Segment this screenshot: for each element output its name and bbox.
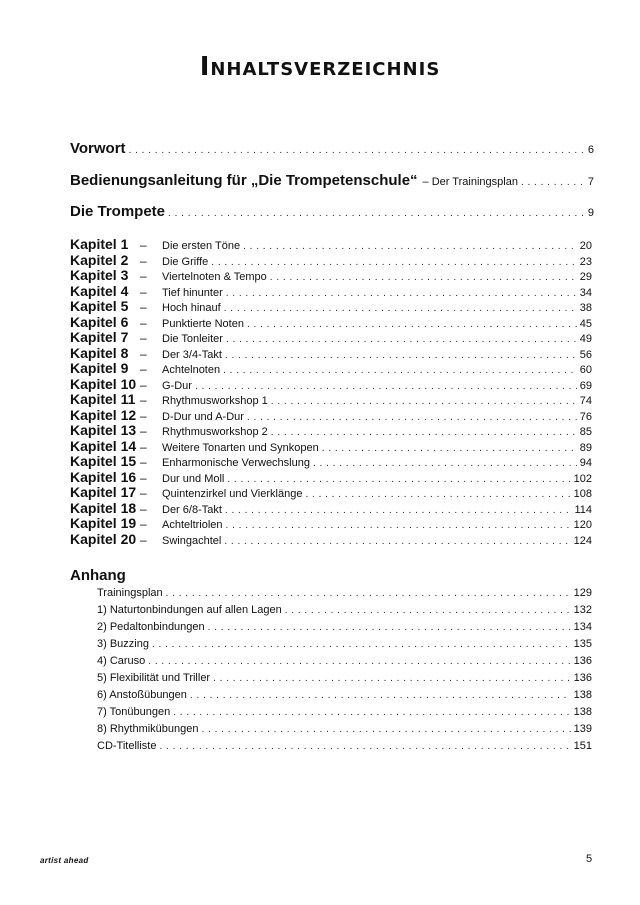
chapter-page: 34 <box>579 286 592 299</box>
entry-page: 7 <box>587 176 594 188</box>
chapter-row[interactable] <box>70 407 592 423</box>
appendix-title: 2) Pedaltonbindungen <box>97 621 205 633</box>
chapter-page: 56 <box>579 348 592 361</box>
chapter-title: Rhythmusworkshop 2 <box>162 426 268 438</box>
chapter-label: Kapitel 5 <box>70 298 129 314</box>
chapter-page: 38 <box>579 302 592 314</box>
chapter-page: 114 <box>574 503 592 516</box>
dot-leader <box>208 622 571 633</box>
appendix-item[interactable] <box>97 740 592 752</box>
dot-leader <box>190 690 571 701</box>
dot-leader <box>226 334 577 345</box>
chapter-dash: – <box>140 439 147 454</box>
dot-leader <box>224 303 577 314</box>
dot-leader <box>226 520 571 531</box>
chapter-label: Kapitel 16 <box>70 468 137 485</box>
chapter-label: Kapitel 19 <box>70 515 137 531</box>
chapter-row[interactable] <box>70 283 592 299</box>
chapter-title: Viertelnoten & Tempo <box>162 271 267 283</box>
chapter-title: Dur und Moll <box>162 472 225 485</box>
toc-entry-vorwort[interactable] <box>70 140 594 157</box>
appendix-title: 6) Anstoßübungen <box>97 689 187 701</box>
chapter-dash: – <box>140 284 147 299</box>
chapter-label: Kapitel 13 <box>70 422 137 438</box>
chapter-page: 60 <box>579 364 592 376</box>
appendix-item[interactable] <box>97 672 592 684</box>
chapter-title: Die Tonleiter <box>162 333 223 345</box>
chapter-row[interactable] <box>70 500 592 516</box>
chapter-label: Kapitel 20 <box>70 530 137 547</box>
chapter-row[interactable] <box>70 469 592 485</box>
entry-subtitle: – Der Trainingsplan <box>422 176 518 188</box>
dot-leader <box>313 458 577 469</box>
page-title: Inhaltsverzeichnis <box>199 52 441 82</box>
appendix-item[interactable] <box>97 638 592 650</box>
chapter-label: Kapitel 14 <box>70 437 137 454</box>
chapter-row[interactable] <box>70 329 592 345</box>
chapter-dash: – <box>140 238 147 252</box>
appendix-item[interactable] <box>97 621 592 633</box>
chapter-dash: – <box>140 470 147 485</box>
chapter-label: Kapitel 15 <box>70 453 137 469</box>
chapter-dash: – <box>140 455 147 469</box>
chapter-title: Hoch hinauf <box>162 302 221 314</box>
dot-leader <box>247 412 577 423</box>
chapter-dash: – <box>140 517 147 531</box>
chapter-row[interactable] <box>70 376 592 392</box>
chapter-dash: – <box>140 300 147 314</box>
chapter-title: D-Dur und A-Dur <box>162 410 244 423</box>
chapter-title: Die ersten Töne <box>162 240 241 252</box>
appendix-page: 136 <box>573 672 592 684</box>
appendix-title: 8) Rhythmikübungen <box>97 723 199 735</box>
appendix-title: Trainingsplan <box>97 587 163 599</box>
chapter-row[interactable] <box>70 360 592 376</box>
chapter-row[interactable] <box>70 298 592 314</box>
chapter-label: Kapitel 17 <box>70 484 137 500</box>
dot-leader <box>270 272 577 283</box>
dot-leader <box>224 536 570 547</box>
chapter-dash: – <box>140 393 147 407</box>
entry-title: Bedienungsanleitung für „Die Trompetenschule“ <box>70 172 418 189</box>
chapter-page: 45 <box>579 317 592 330</box>
appendix-item[interactable] <box>97 587 592 599</box>
dot-leader <box>225 505 572 516</box>
appendix-page: 138 <box>573 689 592 701</box>
chapter-page: 124 <box>573 534 592 547</box>
appendix-title: 1) Naturtonbindungen auf allen Lagen <box>97 604 282 616</box>
appendix-page: 136 <box>573 655 592 667</box>
dot-leader <box>271 427 577 438</box>
chapter-page: 102 <box>573 472 592 485</box>
chapter-dash: – <box>140 408 147 423</box>
dot-leader <box>173 707 570 718</box>
entry-page: 6 <box>587 144 594 156</box>
chapter-label: Kapitel 4 <box>70 282 129 299</box>
chapter-title: Enharmonische Verwechslung <box>162 457 310 469</box>
chapter-title: Die Griffe <box>162 255 209 268</box>
chapter-page: 85 <box>579 426 592 438</box>
appendix-page: 139 <box>573 723 592 735</box>
appendix-page: 135 <box>573 638 592 650</box>
chapter-page: 108 <box>573 488 592 500</box>
chapter-row[interactable] <box>70 422 592 438</box>
chapter-label: Kapitel 1 <box>70 236 129 252</box>
dot-leader <box>227 474 570 485</box>
chapter-title: Der 3/4-Takt <box>162 348 222 361</box>
appendix-page: 151 <box>573 740 592 752</box>
chapter-page: 23 <box>579 255 592 268</box>
chapter-title: Achteltriolen <box>162 519 223 531</box>
appendix-item[interactable] <box>97 655 592 667</box>
chapter-label: Kapitel 12 <box>70 406 137 423</box>
appendix-page: 134 <box>573 621 592 633</box>
chapter-title: Weitere Tonarten und Synkopen <box>162 441 319 454</box>
dot-leader <box>226 288 577 299</box>
chapter-dash: – <box>140 315 147 330</box>
chapter-page: 69 <box>579 379 592 392</box>
chapter-dash: – <box>140 346 147 361</box>
chapter-label: Kapitel 10 <box>70 375 137 392</box>
chapter-dash: – <box>140 486 147 500</box>
dot-leader <box>166 588 571 599</box>
dot-leader <box>521 177 585 188</box>
appendix-page: 129 <box>573 587 592 599</box>
dot-leader <box>168 208 585 219</box>
chapter-row[interactable] <box>70 252 592 268</box>
appendix-item[interactable] <box>97 689 592 701</box>
chapter-row[interactable] <box>70 531 592 547</box>
dot-leader <box>211 257 576 268</box>
appendix-title: 5) Flexibilität und Triller <box>97 672 211 684</box>
chapter-page: 76 <box>579 410 592 423</box>
chapter-page: 89 <box>579 441 592 454</box>
chapter-label: Kapitel 8 <box>70 344 129 361</box>
appendix-title: 7) Tonübungen <box>97 706 171 718</box>
appendix-item[interactable] <box>97 604 592 616</box>
chapter-title: Rhythmusworkshop 1 <box>162 395 268 407</box>
dot-leader <box>305 489 570 500</box>
appendix-page: 138 <box>573 706 592 718</box>
appendix-page: 132 <box>573 604 592 616</box>
chapter-dash: – <box>140 532 147 547</box>
dot-leader <box>225 350 577 361</box>
chapter-label: Kapitel 18 <box>70 499 137 516</box>
dot-leader <box>213 673 571 684</box>
chapter-label: Kapitel 3 <box>70 267 129 283</box>
dot-leader <box>148 656 570 667</box>
chapter-page: 94 <box>579 457 592 469</box>
chapter-dash: – <box>140 362 147 376</box>
dot-leader <box>223 365 577 376</box>
dot-leader <box>271 396 577 407</box>
chapter-label: Kapitel 2 <box>70 251 129 268</box>
chapter-dash: – <box>140 377 147 392</box>
chapter-label: Kapitel 11 <box>70 391 136 407</box>
chapter-row[interactable] <box>70 314 592 330</box>
chapter-row[interactable] <box>70 345 592 361</box>
dot-leader <box>247 319 577 330</box>
chapter-dash: – <box>140 253 147 268</box>
page-number: 5 <box>586 853 593 865</box>
chapter-row[interactable] <box>70 236 592 252</box>
chapter-dash: – <box>140 331 147 345</box>
dot-leader <box>195 381 577 392</box>
chapter-title: Swingachtel <box>162 534 222 547</box>
chapter-title: Quintenzirkel und Vierklänge <box>162 488 303 500</box>
chapter-dash: – <box>140 501 147 516</box>
chapter-page: 120 <box>573 519 592 531</box>
chapter-row[interactable] <box>70 515 592 531</box>
chapter-label: Kapitel 6 <box>70 313 129 330</box>
chapter-page: 49 <box>579 333 592 345</box>
entry-page: 9 <box>587 207 594 219</box>
toc-entry-bedienungsanleitung[interactable] <box>70 172 594 189</box>
chapter-title: Achtelnoten <box>162 364 221 376</box>
chapter-row[interactable] <box>70 391 592 407</box>
chapter-row[interactable] <box>70 438 592 454</box>
appendix-heading: Anhang <box>70 567 126 584</box>
chapter-page: 20 <box>579 240 592 252</box>
chapter-dash: – <box>140 269 147 283</box>
chapter-title: Punktierte Noten <box>162 317 244 330</box>
dot-leader <box>285 605 571 616</box>
chapter-title: G-Dur <box>162 379 192 392</box>
appendix-title: 3) Buzzing <box>97 638 149 650</box>
appendix-item[interactable] <box>97 706 592 718</box>
entry-title: Die Trompete <box>70 203 166 220</box>
chapter-page: 74 <box>579 395 592 407</box>
dot-leader <box>322 443 577 454</box>
chapter-title: Tief hinunter <box>162 286 223 299</box>
chapter-page: 29 <box>579 271 592 283</box>
chapter-label: Kapitel 7 <box>70 329 129 345</box>
dot-leader <box>202 724 571 735</box>
chapter-dash: – <box>140 424 147 438</box>
chapter-row[interactable] <box>70 453 592 469</box>
dot-leader <box>160 741 571 752</box>
dot-leader <box>243 241 577 252</box>
toc-entry-die-trompete[interactable] <box>70 203 594 220</box>
dot-leader <box>152 639 571 650</box>
chapter-title: Der 6/8-Takt <box>162 503 222 516</box>
chapter-row[interactable] <box>70 484 592 500</box>
appendix-title: CD-Titelliste <box>97 740 157 752</box>
dot-leader <box>129 145 585 156</box>
entry-title: Vorwort <box>70 140 126 157</box>
chapter-label: Kapitel 9 <box>70 360 129 376</box>
chapter-row[interactable] <box>70 267 592 283</box>
publisher-logo: artist ahead <box>40 856 89 865</box>
appendix-title: 4) Caruso <box>97 655 146 667</box>
appendix-item[interactable] <box>97 723 592 735</box>
